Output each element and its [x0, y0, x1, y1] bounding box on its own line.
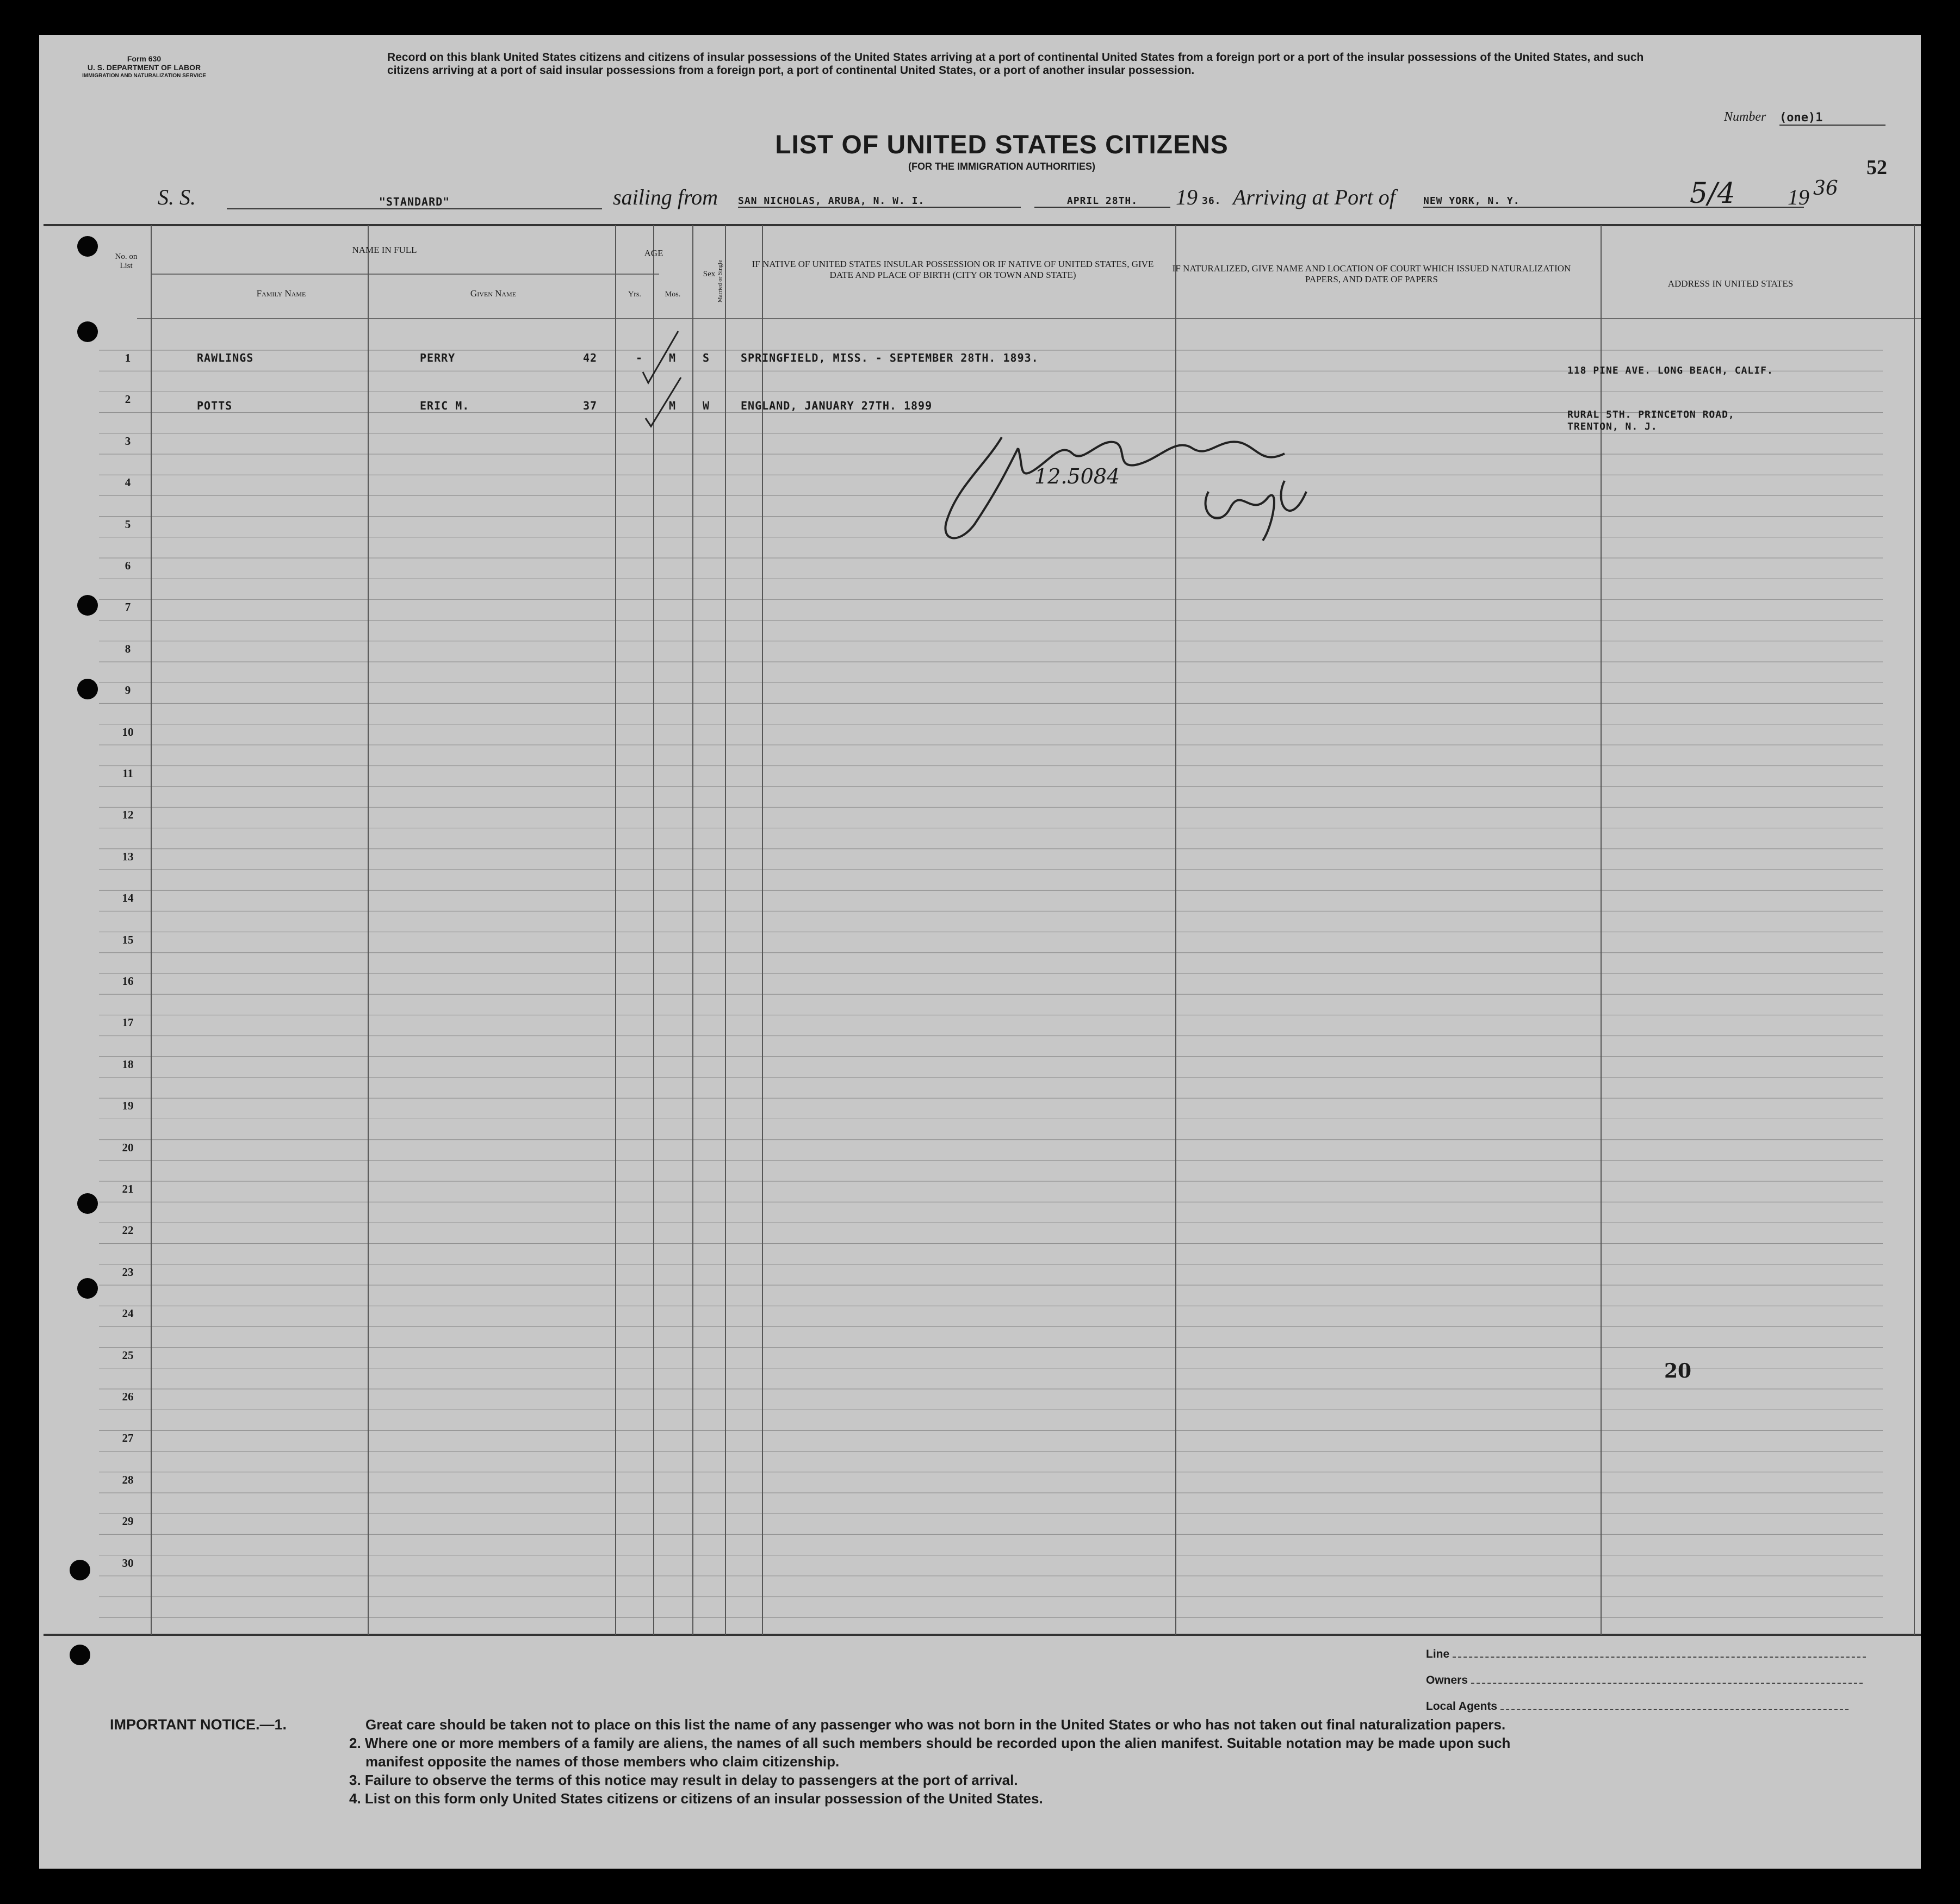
- check-marks: [627, 328, 692, 443]
- age-yrs-cell: 37: [583, 399, 598, 412]
- family-name-cell: RAWLINGS: [197, 351, 254, 364]
- row-number: 16: [122, 975, 134, 988]
- row-number: 11: [122, 767, 133, 780]
- header-no-on-list: No. on List: [115, 252, 138, 270]
- notice-2a: 2. Where one or more members of a family are aliens, the names of all such members should be recorded upon the alien manifest. Suitable notation may be made upon such: [349, 1735, 1511, 1751]
- row-number: 10: [122, 725, 134, 739]
- binder-hole-8: [70, 1645, 90, 1665]
- birth-cell: ENGLAND, JANUARY 27TH. 1899: [741, 399, 933, 412]
- age-yrs-cell: 42: [583, 351, 598, 364]
- row-number: 21: [122, 1182, 134, 1195]
- notice-1: Great care should be taken not to place on this list the name of any passenger who was not born in the United States or who has not taken out final naturalization papers.: [365, 1716, 1506, 1733]
- row-number: 26: [122, 1390, 134, 1403]
- family-name-cell: POTTS: [197, 399, 233, 412]
- header-name-in-full: NAME IN FULL: [352, 245, 417, 255]
- sailing-from-port: SAN NICHOLAS, ARUBA, N. W. I.: [738, 195, 1021, 208]
- arrival-port: NEW YORK, N. Y.: [1423, 195, 1804, 208]
- row-number: 5: [125, 517, 131, 531]
- notice-2b: manifest opposite the names of those members who claim citizenship.: [365, 1753, 840, 1770]
- line-label: Line: [1426, 1648, 1450, 1660]
- binder-hole-4: [77, 679, 98, 699]
- ship-name: "STANDARD": [227, 195, 602, 209]
- binder-hole-5: [77, 1193, 98, 1214]
- page-title: LIST OF UNITED STATES CITIZENS: [775, 131, 1229, 159]
- address-cell: 118 PINE AVE. LONG BEACH, CALIF.: [1567, 365, 1773, 376]
- page-number: 52: [1866, 156, 1887, 179]
- binder-hole-6: [77, 1278, 98, 1299]
- row-number: 2: [125, 393, 131, 406]
- binder-hole-3: [77, 595, 98, 616]
- department-name: U. S. DEPARTMENT OF LABOR: [87, 63, 201, 72]
- arrival-year-suffix: 36: [1813, 177, 1838, 200]
- header-family-name: Family Name: [256, 288, 306, 299]
- ss-label: S. S.: [158, 185, 196, 209]
- number-value: (one)1: [1779, 111, 1885, 126]
- header-married-single: Married or Single: [717, 259, 723, 303]
- row-number: 14: [122, 891, 134, 905]
- row-number: 15: [122, 933, 134, 946]
- manifest-grid: [39, 35, 1921, 1869]
- notice-3: 3. Failure to observe the terms of this notice may result in delay to passengers at the port of arrival.: [349, 1772, 1018, 1788]
- signature-number: 12.5084: [1034, 464, 1120, 488]
- row-number: 23: [122, 1265, 134, 1279]
- binder-hole-2: [77, 321, 98, 342]
- row-number: 17: [122, 1016, 134, 1029]
- line-field: [1426, 1648, 1894, 1661]
- record-instructions: Record on this blank United States citizens and citizens of insular possessions of the United States arriving at a port of continental United States from a foreign port or a port of the insular possessions of the United States, and such citizens arriving at a port of said insular possessions from a foreign port, a port of continental United States, or a port of another insular possession.: [387, 51, 1644, 77]
- binder-hole-1: [77, 236, 98, 257]
- marital-cell: S: [703, 351, 710, 364]
- owners-label: Owners: [1426, 1674, 1468, 1686]
- given-name-cell: PERRY: [420, 351, 456, 364]
- row-number: 20: [122, 1140, 134, 1154]
- age-mos-cell: -: [636, 351, 643, 364]
- officer-signature: [936, 405, 1350, 568]
- sail-year-prefix: 19: [1176, 185, 1198, 209]
- arriving-label: Arriving at Port of: [1233, 185, 1395, 209]
- row-number: 19: [122, 1099, 134, 1113]
- row-number: 22: [122, 1224, 134, 1237]
- notice-heading: IMPORTANT NOTICE.—1.: [110, 1716, 287, 1733]
- service-name: IMMIGRATION AND NATURALIZATION SERVICE: [82, 73, 206, 79]
- header-age: AGE: [644, 248, 663, 258]
- important-notice: [110, 1715, 1905, 1808]
- row-number: 1: [125, 351, 131, 364]
- manifest-sheet: [39, 35, 1921, 1869]
- header-yrs: Yrs.: [628, 290, 641, 299]
- sex-cell: M: [669, 399, 677, 412]
- row-number: 4: [125, 476, 131, 489]
- row-number: 3: [125, 434, 131, 448]
- notice-4: 4. List on this form only United States citizens or citizens of an insular possession of the United States.: [349, 1790, 1043, 1807]
- arrival-year-prefix: 19: [1788, 185, 1809, 209]
- header-mos: Mos.: [665, 290, 681, 299]
- row-number: 28: [122, 1473, 134, 1486]
- row-number: 29: [122, 1515, 134, 1528]
- row-number: 25: [122, 1348, 134, 1362]
- row-number: 30: [122, 1556, 134, 1570]
- header-naturalized: IF NATURALIZED, GIVE NAME AND LOCATION OF COURT WHICH ISSUED NATURALIZATION PAPERS, AND DATE OF PAPERS: [1172, 263, 1571, 284]
- row-number: 7: [125, 600, 131, 614]
- local-agents-label: Local Agents: [1426, 1700, 1498, 1713]
- row-number: 12: [122, 808, 134, 822]
- address-cell-line2: TRENTON, N. J.: [1567, 421, 1658, 432]
- page-subtitle: (FOR THE IMMIGRATION AUTHORITIES): [908, 161, 1095, 172]
- row-number: 13: [122, 849, 134, 863]
- owners-field: [1426, 1674, 1894, 1687]
- local-agents-field: [1426, 1700, 1894, 1713]
- marital-cell: W: [703, 399, 710, 412]
- address-cell: RURAL 5TH. PRINCETON ROAD,: [1567, 409, 1735, 420]
- sailing-from-label: sailing from: [613, 185, 718, 209]
- number-label: Number: [1724, 110, 1766, 124]
- header-address: ADDRESS IN UNITED STATES: [1667, 278, 1794, 289]
- row-number: 8: [125, 642, 131, 655]
- sail-date: APRIL 28TH.: [1034, 195, 1170, 208]
- row-number: 9: [125, 684, 131, 697]
- row-number: 18: [122, 1057, 134, 1071]
- row-number: 6: [125, 559, 131, 572]
- given-name-cell: ERIC M.: [420, 399, 470, 412]
- form-number: Form 630: [127, 54, 162, 63]
- binder-hole-7: [70, 1560, 90, 1580]
- sail-year-suffix: 36.: [1202, 195, 1221, 207]
- tally-number: 20: [1664, 1360, 1692, 1382]
- arrival-date: 5/4: [1690, 177, 1735, 210]
- birth-cell: SPRINGFIELD, MISS. - SEPTEMBER 28TH. 1893.: [741, 351, 1039, 364]
- header-birth: IF NATIVE OF UNITED STATES INSULAR POSSESSION OR IF NATIVE OF UNITED STATES, GIVE DATE AND PLACE OF BIRTH (CITY OR TOWN AND STATE): [752, 259, 1154, 280]
- row-number: 24: [122, 1307, 134, 1320]
- header-given-name: Given Name: [470, 288, 517, 299]
- sex-cell: M: [669, 351, 677, 364]
- header-sex: Sex: [703, 270, 716, 278]
- row-number: 27: [122, 1431, 134, 1445]
